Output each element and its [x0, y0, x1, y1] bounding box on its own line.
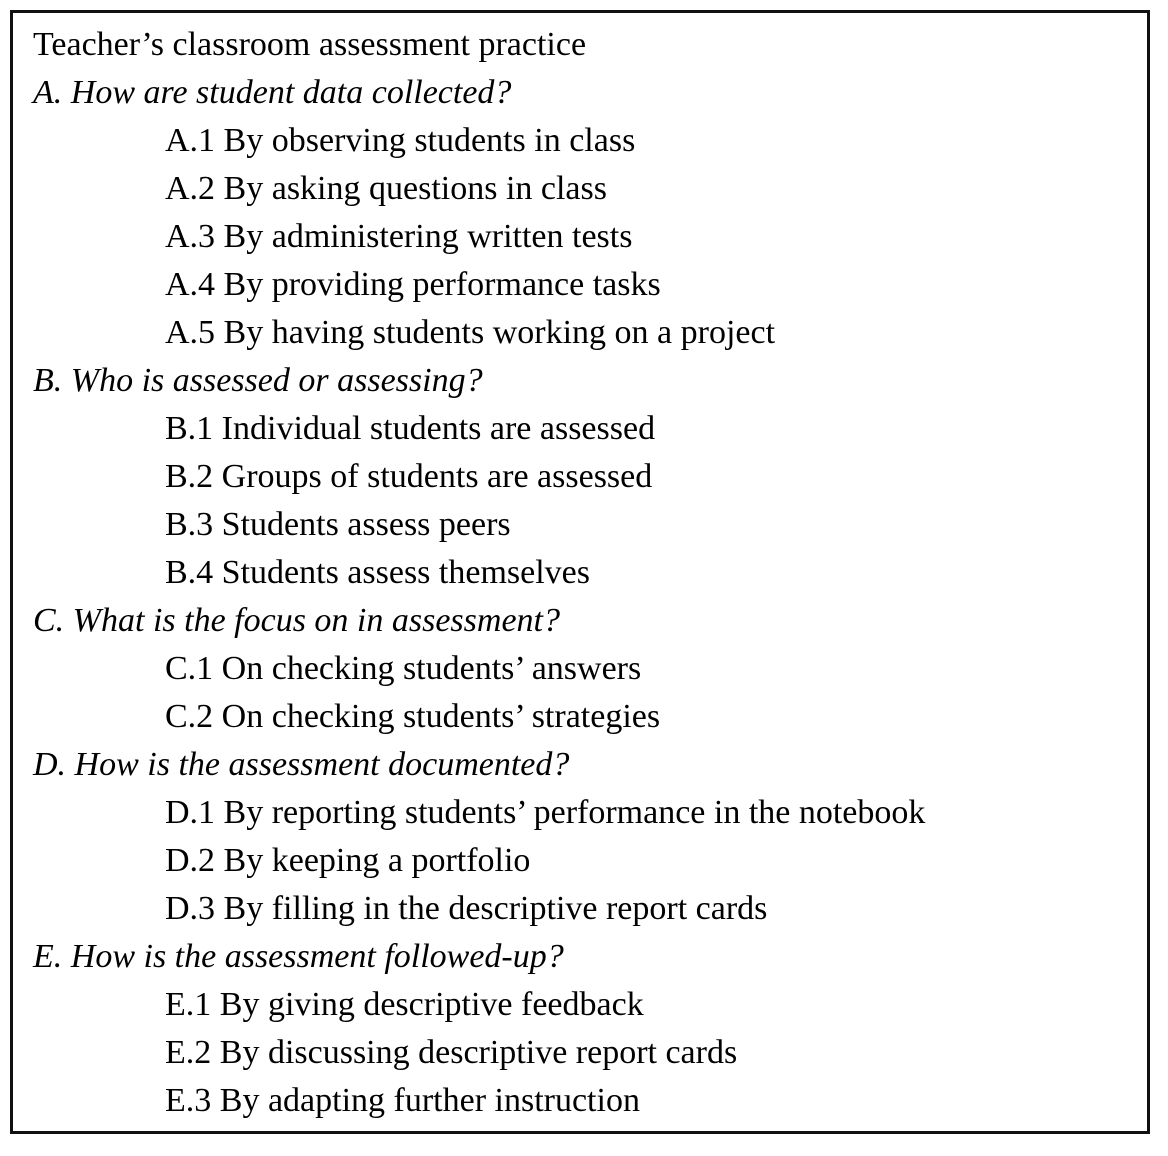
section-c-item-2: C.2 On checking students’ strategies [165, 698, 661, 735]
section-header-b: B. Who is assessed or assessing? [33, 362, 483, 399]
section-a-item-1: A.1 By observing students in class [165, 122, 636, 159]
assessment-practice-box [10, 10, 1150, 1134]
section-b-item-3: B.3 Students assess peers [165, 506, 511, 543]
section-a-item-5: A.5 By having students working on a project [165, 314, 776, 351]
section-b-item-1: B.1 Individual students are assessed [165, 410, 656, 447]
section-d-item-3: D.3 By filling in the descriptive report cards [165, 890, 768, 927]
section-a-item-4: A.4 By providing performance tasks [165, 266, 661, 303]
section-b-item-4: B.4 Students assess themselves [165, 554, 590, 591]
section-b-item-2: B.2 Groups of students are assessed [165, 458, 653, 495]
section-header-a: A. How are student data collected? [33, 74, 512, 111]
section-header-c: C. What is the focus on in assessment? [33, 602, 560, 639]
section-e-item-1: E.1 By giving descriptive feedback [165, 986, 644, 1023]
section-header-e: E. How is the assessment followed-up? [33, 938, 564, 975]
section-e-item-2: E.2 By discussing descriptive report cards [165, 1034, 738, 1071]
section-e-item-3: E.3 By adapting further instruction [165, 1082, 640, 1119]
section-a-item-2: A.2 By asking questions in class [165, 170, 607, 207]
section-a-item-3: A.3 By administering written tests [165, 218, 633, 255]
section-d-item-1: D.1 By reporting students’ performance in the notebook [165, 794, 926, 831]
section-header-d: D. How is the assessment documented? [33, 746, 570, 783]
document-title: Teacher’s classroom assessment practice [33, 26, 587, 63]
section-c-item-1: C.1 On checking students’ answers [165, 650, 642, 687]
section-d-item-2: D.2 By keeping a portfolio [165, 842, 531, 879]
